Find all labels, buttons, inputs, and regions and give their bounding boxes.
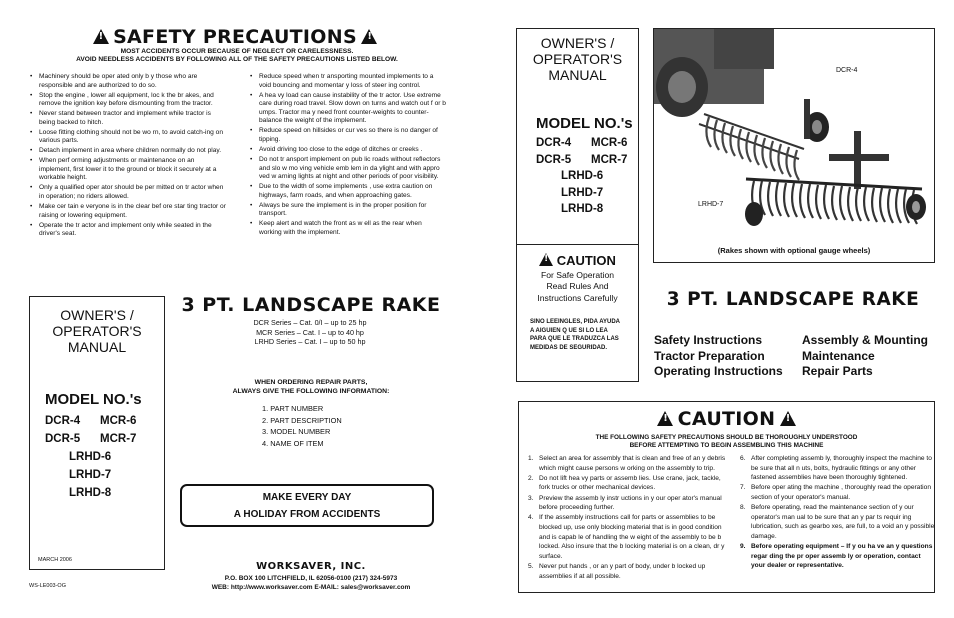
photo-label-lrhd: LRHD-7 xyxy=(698,201,724,208)
list-item: • Reduce speed when tr ansporting mounted implements to a void bouncing and momentar y loss of steer ing control. xyxy=(259,73,446,90)
list-item: 1. Select an area for assembly that is clean and free of an y debris which might cause persons w orking on the assembly to trip. xyxy=(528,455,726,472)
list-item: 4. If the assembly instructions call for parts or assemblies to be blocked up, use only blocking material that is in good condition and is capab le of handling the w eight of the assembly to be b locked. Also insure that the b locking material is on a clean, dr y surface. xyxy=(528,514,725,560)
left-rake-title: 3 PT. LANDSCAPE RAKE xyxy=(181,294,441,316)
ordering-header: WHEN ORDERING REPAIR PARTS, ALWAYS GIVE THE FOLLOWING INFORMATION: xyxy=(232,379,390,395)
list-item: • Detach implement in area where children normally do not play. xyxy=(39,147,227,156)
manual-title: OWNER'S / OPERATOR'S MANUAL xyxy=(532,35,623,83)
sections-right: Assembly & Mounting Maintenance Repair Parts xyxy=(802,333,929,378)
rake-photo xyxy=(653,28,935,263)
warning-triangle-icon xyxy=(361,29,377,44)
rake-photo-image xyxy=(654,29,934,262)
list-item: 2. Do not lift hea vy parts or assemb lies. Use crane, jack, tackle, fork trucks or other mechanical devices. xyxy=(528,474,721,492)
company-contact: P.O. BOX 100 LITCHFIELD, IL 62056-0100 (217) 324-5973 WEB: http://www.worksaver.com E-MAIL: sales@worksaver.com xyxy=(211,575,411,591)
list-item: • Due to the width of some implements , use extra caution on highways, farm roads, and when approaching gates. xyxy=(259,183,446,200)
warning-triangle-icon xyxy=(780,411,796,426)
caution-small-header: ! CAUTION xyxy=(517,253,638,268)
list-item: 3. Preview the assemb ly instr uctions in y our oper ator's manual before proceeding further. xyxy=(528,494,722,512)
caution-subtitle: THE FOLLOWING SAFETY PRECAUTIONS SHOULD BE THOROUGHLY UNDERSTOOD BEFORE ATTEMPTING TO BEGIN ASSEMBLING THIS MACHINE xyxy=(595,434,858,449)
spanish-notice: SINO LEEINGLES, PIDA AYUDA A AIGUIEN Q UE SI LO LEA PARA QUE LE TRADUZCA LAS MEDIDAS DE SEGURIDAD. xyxy=(530,319,621,351)
list-item: • When perf orming adjustments or maintenance on an implement, first lower it to the ground or block it securely at a workable height. xyxy=(39,157,227,183)
holiday-box: MAKE EVERY DAY A HOLIDAY FROM ACCIDENTS xyxy=(180,484,434,527)
photo-caption: (Rakes shown with optional gauge wheels) xyxy=(717,246,871,255)
list-item: 5. Never put hands , or an y part of body, under b locked up assemblies if at all possible. xyxy=(528,562,706,580)
safety-subtitle: MOST ACCIDENTS OCCUR BECAUSE OF NEGLECT OR CARELESSNESS. AVOID NEEDLESS ACCIDENTS BY FOLLOWING ALL OF THE SAFETY PRECAUTIONS LISTED BELOW. xyxy=(76,48,398,63)
list-item: 8. Before operating, read the maintenance section of y our operator's man ual to be sure that an y par ts requir ing lubrication, such as gearbo xes, are full, to a void an y possible damage. xyxy=(740,504,935,540)
caution-box xyxy=(518,401,935,593)
list-item: 6. After completing assemb ly, thoroughly inspect the machine to be sure that all n uts, bolts, hydraulic fittings or any other fastened assemblies have been thoroughly tightened. xyxy=(740,455,932,482)
left-manual-box xyxy=(29,296,165,570)
safety-title: ! SAFETY PRECAUTIONS ! xyxy=(90,26,380,48)
right-rake-title: 3 PT. LANDSCAPE RAKE xyxy=(666,289,920,310)
photo-label-dcr: DCR-4 xyxy=(836,67,858,74)
model-list: DCR-4 MCR-6 DCR-5 MCR-7 LRHD-6 LRHD-7 LRHD-8 xyxy=(536,137,628,215)
warning-triangle-icon xyxy=(539,253,553,266)
list-item: • Do not tr ansport implement on pub lic roads without reflectors and slo w mo ving vehicle emb lem in da ylight and with appro ved w arning lights at night and other periods of poor visibility. xyxy=(259,156,446,182)
list-item: • Operate the tr actor and implement only while seated in the driver's seat. xyxy=(39,222,227,239)
list-item: • Never stand between tractor and implement while tractor is being backed to hitch. xyxy=(39,110,227,127)
list-item: • Reduce speed on hillsides or cur ves so there is no danger of tipping. xyxy=(259,127,446,144)
list-item: • Always be sure the implement is in the proper position for transport. xyxy=(259,202,446,219)
list-item: • Stop the engine , lower all equipment, loc k the br akes, and remove the ignition key before dismounting from the tractor. xyxy=(39,92,227,109)
list-item: 9. Before operating equipment – If y ou ha ve an y questions regar ding the pr oper assemb ly or operation, contact your dealer or representative. xyxy=(740,543,933,570)
list-item: • Loose fitting clothing should not be wo rn, to avoid catch-ing on various parts. xyxy=(39,129,227,146)
print-date: MARCH 2006 xyxy=(38,557,72,563)
list-item: • A hea vy load can cause instability of the tr actor. Use extreme care during road travel. Slow down on turns and watch out f or b umps. Tractor ma y need front counter-weights to counter-balance the weight of the implement. xyxy=(259,92,446,126)
model-header: MODEL NO.'s xyxy=(536,115,633,132)
list-item: • Only a qualified oper ator should be per mitted on tr actor when in operation; no riders allowed. xyxy=(39,184,227,201)
safety-list-col1 xyxy=(29,73,227,240)
right-manual-box xyxy=(516,28,639,382)
model-header: MODEL NO.'s xyxy=(45,391,142,408)
document-code: WS-LE003-OG xyxy=(29,583,66,589)
company-name: WORKSAVER, INC. xyxy=(256,561,366,572)
list-item: 7. Before oper ating the machine , thoroughly read the operation section of your operator's manual. xyxy=(740,484,931,501)
list-item: • Machinery should be oper ated only b y those who are responsible and are authorized to do so. xyxy=(39,73,227,90)
model-list: DCR-4 MCR-6 DCR-5 MCR-7 LRHD-6 LRHD-7 LRHD-8 xyxy=(45,415,137,499)
caution-list-col2 xyxy=(740,454,936,572)
list-item: • Make cer tain e veryone is in the clear bef ore star ting tractor or raising or lowering equipment. xyxy=(39,203,227,220)
caution-title: ! CAUTION ! xyxy=(519,408,934,430)
caution-list-col1 xyxy=(528,454,727,582)
series-list: DCR Series – Cat. 0/I – up to 25 hp MCR Series – Cat. I – up to 40 hp LRHD Series – Cat. I – up to 50 hp xyxy=(253,318,367,346)
warning-triangle-icon xyxy=(93,29,109,44)
caution-small-text: For Safe Operation Read Rules And Instructions Carefully xyxy=(537,269,618,303)
list-item: • Keep alert and watch the front as w ell as the rear when working with the implement. xyxy=(259,220,446,237)
ordering-list: 1. PART NUMBER 2. PART DESCRIPTION 3. MODEL NUMBER 4. NAME OF ITEM xyxy=(262,404,342,448)
warning-triangle-icon xyxy=(657,411,673,426)
sections-left: Safety Instructions Tractor Preparation Operating Instructions xyxy=(654,333,783,378)
safety-list-col2 xyxy=(249,73,446,239)
manual-title: OWNER'S / OPERATOR'S MANUAL xyxy=(52,307,142,355)
list-item: • Avoid driving too close to the edge of ditches or creeks . xyxy=(259,146,446,155)
